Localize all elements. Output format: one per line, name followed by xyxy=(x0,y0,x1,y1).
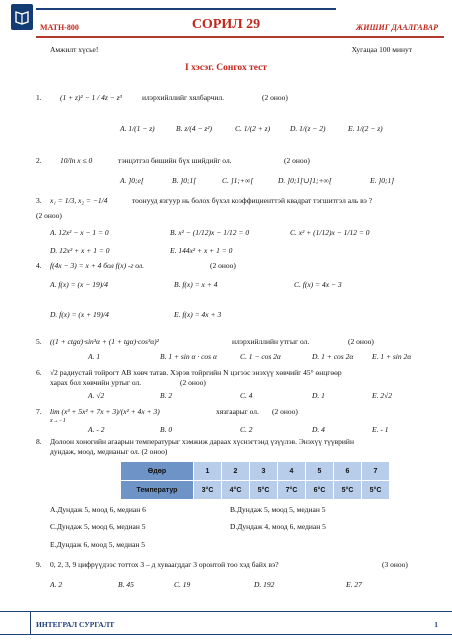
q9-option-a: A. 2 xyxy=(50,580,63,589)
q9-option-c: C. 19 xyxy=(174,580,191,589)
q4-points: (2 оноо) xyxy=(210,261,236,270)
day-cell: 7 xyxy=(362,462,390,481)
q5-option-c: C. 1 − cos 2α xyxy=(240,352,281,361)
table-row-label: Өдөр xyxy=(121,462,194,481)
day-cell: 1 xyxy=(194,462,222,481)
q4-number: 4. xyxy=(36,261,42,270)
q5-expression: ((1 + ctgα)·sin³α + (1 + tgα)·cos³α)² xyxy=(50,337,159,346)
day-cell: 6 xyxy=(334,462,362,481)
q8-line1: Долоон хоногийн агаарын температурыг хэмжиж дараах хүснэгтэнд үзүүлэв. Энэхүү түүврийн xyxy=(50,437,354,446)
q3-points: (2 оноо) xyxy=(36,211,62,220)
time-limit: Хугацаа 100 минут xyxy=(351,45,412,54)
q2-option-c: C. ]1;+∞[ xyxy=(222,176,254,185)
q2-option-d: D. ]0;1[∪]1;+∞[ xyxy=(278,176,332,185)
q9-text: 0, 2, 3, 9 цифрүүдээс тоттох 3 – д хуваагддаг 3 оронтой тоо хэд байх вэ? xyxy=(50,560,279,569)
day-cell: 2 xyxy=(222,462,250,481)
table-row xyxy=(121,462,390,481)
section-title: I хэсэг. Сонгох тест xyxy=(185,63,267,73)
q5-option-e: E. 1 + sin 2α xyxy=(372,352,412,361)
q8-option-b: B.Дундаж 5, моод 5, медиан 5 xyxy=(230,505,326,514)
temp-cell: 5°C xyxy=(362,481,390,500)
q5-option-d: D. 1 + cos 2α xyxy=(312,352,354,361)
q3-option-e: E. 144x² + x + 1 = 0 xyxy=(170,246,233,255)
temp-cell: 6°C xyxy=(306,481,334,500)
q7-option-c: C. 2 xyxy=(240,425,253,434)
q2-number: 2. xyxy=(36,156,42,165)
exam-title: СОРИЛ 29 xyxy=(191,17,261,32)
q6-option-a: A. √2 xyxy=(88,391,105,400)
day-cell: 5 xyxy=(306,462,334,481)
page-header xyxy=(0,0,452,46)
exam-type: ЖИШИГ ДААЛГАВАР xyxy=(355,23,438,32)
q7-number: 7. xyxy=(36,407,42,416)
q7-expression: lim (x³ + 5x² + 7x + 3)/(x² + 4x + 3) xyxy=(50,407,160,416)
q7-option-a: A. - 2 xyxy=(88,425,105,434)
day-cell: 3 xyxy=(250,462,278,481)
q3-option-a: A. 12x² − x − 1 = 0 xyxy=(50,228,109,237)
q4-option-e: E. f(x) = 4x + 3 xyxy=(174,310,222,319)
q4-option-a: A. f(x) = (x − 19)/4 xyxy=(50,280,109,289)
temp-cell: 5°C xyxy=(250,481,278,500)
q1-option-a: A. 1/(1 − z) xyxy=(120,124,155,133)
q5-option-a: A. 1 xyxy=(88,352,101,361)
q8-option-a: A.Дундаж 5, моод 6, медиан 6 xyxy=(50,505,146,514)
footer-box xyxy=(0,611,31,634)
q9-option-e: E. 27 xyxy=(346,580,362,589)
q4-expression: f(4x − 3) = x + 4 бол f(x) -г ол. xyxy=(50,261,144,270)
q1-expression: (1 + z)² − 1 / 4z − z³ xyxy=(60,93,122,102)
footer-brand: ИНТЕГРАЛ СУРГАЛТ xyxy=(36,620,115,629)
table-row xyxy=(121,481,390,500)
q9-option-d: D. 192 xyxy=(254,580,275,589)
q3-option-c: C. x² + (1/12)x − 1/12 = 0 xyxy=(290,228,370,237)
footer-top-line xyxy=(0,611,452,612)
q6-option-e: E. 2√2 xyxy=(372,391,392,400)
header-top-line xyxy=(36,8,336,10)
table-row-label: Температур xyxy=(121,481,194,500)
q2-points: (2 оноо) xyxy=(284,156,310,165)
q3-option-d: D. 12x² + x + 1 = 0 xyxy=(50,246,110,255)
q9-option-b: B. 45 xyxy=(118,580,134,589)
q3-number: 3. xyxy=(36,196,42,205)
q6-line2: харах бол хөвчийн уртыг ол. xyxy=(50,378,142,387)
q5-points: (2 оноо) xyxy=(348,337,374,346)
q8-line2: дундаж, моод, медианыг ол. (2 оноо) xyxy=(50,447,168,456)
q7-option-b: B. 0 xyxy=(160,425,173,434)
q1-text: илэрхийллийг хялбарчил. xyxy=(142,93,225,102)
q2-option-a: A. ]0;e[ xyxy=(120,176,144,185)
q2-option-b: B. ]0;1[ xyxy=(172,176,197,185)
q6-option-c: C. 4 xyxy=(240,391,253,400)
q1-option-c: C. 1/(2 + z) xyxy=(235,124,271,133)
page-number: 1 xyxy=(434,620,438,629)
temp-cell: 5°C xyxy=(334,481,362,500)
q7-text: хязгаарыг ол. xyxy=(216,407,259,416)
q5-number: 5. xyxy=(36,337,42,346)
q2-text: тэнцэтгэл бишийн бүх шийдийг ол. xyxy=(118,156,232,165)
q1-number: 1. xyxy=(36,93,42,102)
q3-expression: x₁ = 1/3, x₂ = −1/4 xyxy=(50,196,108,205)
course-code: МАТН-800 xyxy=(40,23,79,32)
q3-text: тоонууд язгуур нь болох бүхэл коэффициенттэй квадрат тэгшитгэл аль вэ ? xyxy=(132,196,373,205)
q9-points: (3 оноо) xyxy=(382,560,408,569)
q9-number: 9. xyxy=(36,560,42,569)
temperature-table xyxy=(120,461,390,500)
q3-option-b: B. x² − (1/12)x − 1/12 = 0 xyxy=(170,228,250,237)
footer-bottom-line xyxy=(0,634,452,635)
q2-expression: 10/ln x ≤ 0 xyxy=(60,156,93,165)
q2-option-e: E. ]0;1] xyxy=(370,176,395,185)
q7-option-d: D. 4 xyxy=(312,425,325,434)
q7-option-e: E. - 1 xyxy=(372,425,389,434)
q1-option-b: B. z/(4 − z²) xyxy=(176,124,213,133)
q1-points: (2 оноо) xyxy=(262,93,288,102)
q6-points: (2 оноо) xyxy=(180,378,206,387)
q7-points: (2 оноо) xyxy=(272,407,298,416)
temp-cell: 4°C xyxy=(222,481,250,500)
q6-number: 6. xyxy=(36,368,42,377)
q8-option-c: C.Дундаж 5, моод 6, медиан 5 xyxy=(50,522,146,531)
q4-option-b: B. f(x) = x + 4 xyxy=(174,280,218,289)
day-cell: 4 xyxy=(278,462,306,481)
q8-option-d: D.Дундаж 4, моод 6, медиан 5 xyxy=(230,522,326,531)
q6-option-d: D. 1 xyxy=(312,391,325,400)
temp-cell: 7°C xyxy=(278,481,306,500)
q6-line1: √2 радиустай тойрогт AB хөвч татав. Хэрэв тойргийн N цэгээс энэхүү хөвчийг 45° өнцгөөр xyxy=(50,368,342,377)
q7-limit-subscript: x→−1 xyxy=(50,418,66,424)
greeting: Амжилт хүсье! xyxy=(50,45,99,54)
q5-text: илэрхийллийн утгыг ол. xyxy=(232,337,310,346)
q6-option-b: B. 2 xyxy=(160,391,173,400)
q1-option-d: D. 1/(z − 2) xyxy=(290,124,326,133)
temp-cell: 3°C xyxy=(194,481,222,500)
q4-option-c: C. f(x) = 4x − 3 xyxy=(294,280,342,289)
q8-number: 8. xyxy=(36,437,42,446)
q5-option-b: B. 1 + sin α · cos α xyxy=(160,352,217,361)
q4-option-d: D. f(x) = (x + 19)/4 xyxy=(50,310,109,319)
q8-option-e: E.Дундаж 6, моод 5, медиан 5 xyxy=(50,540,146,549)
header-divider xyxy=(36,36,444,38)
q1-option-e: E. 1/(2 − z) xyxy=(348,124,383,133)
